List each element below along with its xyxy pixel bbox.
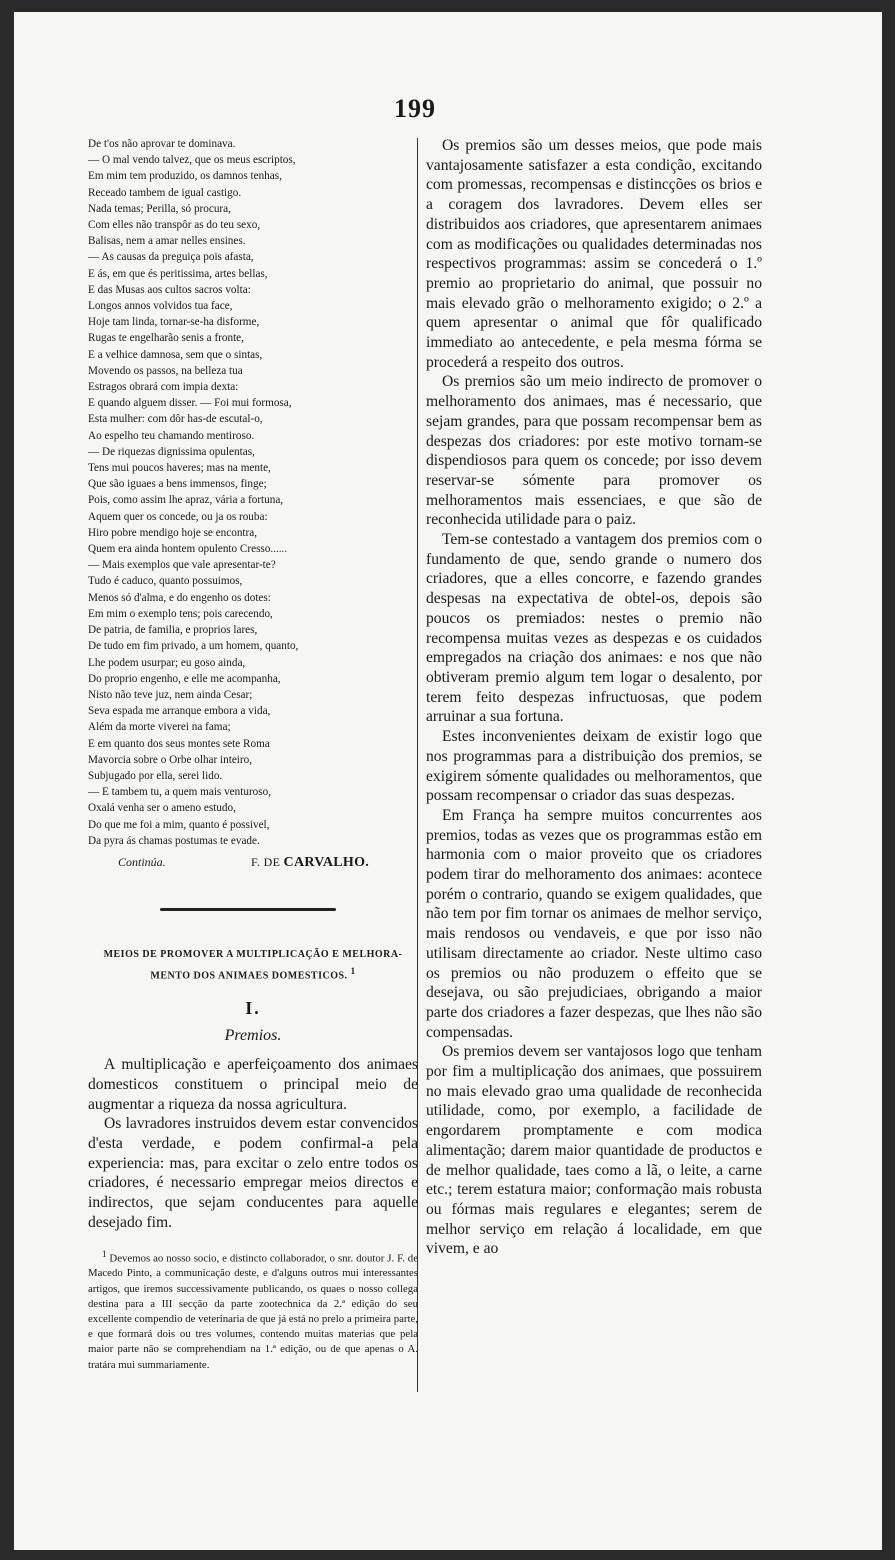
verse-line: Além da morte viverei na fama; [88, 721, 231, 734]
verse-line: Lhe podem usurpar; eu goso ainda, [88, 656, 246, 669]
verse-line: Do proprio engenho, e elle me acompanha, [88, 672, 281, 685]
verse-line: Tudo é caduco, quanto possuimos, [88, 575, 243, 588]
verse-line: Menos só d'alma, e do engenho os dotes: [88, 591, 271, 604]
section-divider [160, 908, 336, 911]
verse-line: Em mim o exemplo tens; pois carecendo, [88, 607, 273, 620]
verse-line: Ao espelho teu chamando mentiroso. [88, 429, 255, 442]
footnote-marker: 1 [102, 1248, 107, 1259]
verse-line: De t'os não aprovar te dominava. [88, 138, 236, 150]
verse-line: E das Musas aos cultos sacros volta: [88, 283, 251, 296]
section-subtitle: Premios. [224, 1027, 282, 1045]
section-number: I. [245, 998, 261, 1019]
verse-line: Hoje tam linda, tornar-se-ha disforme, [88, 316, 260, 329]
section-heading-line2: MENTO DOS ANIMAES DOMESTICOS. [150, 970, 348, 982]
continua-label: Continúa. [118, 854, 166, 869]
paragraph: A multiplicação e aperfeiçoamento dos animaes domesticos constituem o principal meio de augmentar a riqueza da nossa agricultura. [88, 1056, 418, 1113]
verse-line: Movendo os passos, na belleza tua [88, 364, 243, 377]
verse-line: Em mim tem produzido, os damnos tenhas, [88, 170, 282, 183]
page-number: 199 [394, 94, 436, 123]
verse-line: Nada temas; Perilla, só procura, [88, 202, 231, 215]
right-column [426, 136, 762, 1259]
paragraph: Estes inconvenientes deixam de existir logo que nos programmas para a distribuição dos premios, se exigirem sómente qualidades ou melhoramentos, que possam recompensar o criador das suas despezas. [426, 728, 762, 805]
verse-line: Mavorcia sobre o Orbe olhar inteiro, [88, 753, 253, 766]
verse-line: Hiro pobre mendigo hoje se encontra, [88, 526, 258, 539]
verse-line: De tudo em fim privado, a um homem, quanto, [88, 640, 299, 653]
verse-line: E quando alguem disser. — Foi mui formosa, [88, 397, 292, 410]
left-column [88, 136, 418, 1373]
verse-line: Balisas, nem a amar nelles ensines. [88, 235, 246, 248]
verse-line: Rugas te engelharão senis a fronte, [88, 332, 244, 345]
verse-line: Que são iguaes a bens immensos, finge; [88, 478, 267, 491]
verse-line: Oxalá venha ser o ameno estudo, [88, 802, 236, 815]
verse-line: Longos annos volvidos tua face, [88, 300, 233, 313]
footnote [88, 1247, 418, 1373]
verse-line: — Mais exemplos que vale apresentar-te? [88, 559, 276, 572]
footnote-reference: 1 [350, 965, 356, 976]
section-heading-line1: MEIOS DE PROMOVER A MULTIPLICAÇÃO E MELHORA- [103, 948, 403, 960]
verse-line: E ás, em que és peritissima, artes bellas, [88, 267, 268, 280]
paragraph: Tem-se contestado a vantagem dos premios com o fundamento de que, sendo grande o numero dos criadores, que a elles concorre, e fazendo grandes despesas na expectativa de obtel-os, depois são poucos os premiados: nestes o premio não recompensa muitas vezes as despezas e os cuidados empregados na criação dos animaes: e nos que não obtiveram premio algum tem logar o desalento, por terem feito despezas infructuosas, que podem arruinar a sua fortuna. [426, 531, 762, 726]
left-body-text [88, 1055, 418, 1232]
verse-line: Da pyra ás chamas postumas te evade. [88, 834, 260, 847]
verse-line: — De riquezas dignissima opulentas, [88, 445, 255, 458]
verse-line: Quem era ainda hontem opulento Cresso...... [88, 543, 288, 556]
author-initial: F. DE [251, 854, 281, 869]
verse-line: Com elles não transpôr as do teu sexo, [88, 219, 261, 232]
verse-line: — As causas da preguiça pois afasta, [88, 251, 254, 264]
paragraph: Os premios são um desses meios, que pode mais vantajosamente satisfazer a esta condição, excitando com promessas, recompensas e distincções os brios e a coragem dos lavradores. Devem elles ser distribuidos aos criadores, que apresentarem animaes com as modificações ou qualidades determinadas nos respectivos programmas: assim se concederá o 1.º premio ao proprietario do animal, que possuir no mais elevado grão o melhoramento exigido; o 2.º a quem apresentar o animal que fôr qualificado immediato ao antecedente, e pela mesma fórma se procederá a respeito dos outros. [426, 137, 762, 371]
verse-line: — O mal vendo talvez, que os meus escriptos, [88, 154, 296, 167]
verse-line: Receado tambem de igual castigo. [88, 186, 242, 199]
verse-line: Subjugado por ella, serei lido. [88, 769, 223, 782]
verse-line: — E tambem tu, a quem mais venturoso, [88, 786, 272, 799]
verse-line: Pois, como assim lhe apraz, vária a fortuna, [88, 494, 284, 507]
verse-line: E a velhice damnosa, sem que o sintas, [88, 348, 263, 361]
right-body-text [426, 136, 762, 1259]
verse-line: Nisto não teve juz, nem ainda Cesar; [88, 688, 253, 701]
verse-line: Estragos obrará com impia dexta: [88, 381, 239, 394]
paragraph: Os premios são um meio indirecto de promover o melhoramento dos animaes, mas é necessario, que sejam grandes, para que possam recompensar bem as despezas dos criadores: por este motivo tornam-se dispendiosos para quem os concede; por isso devem reservar-se sómente para promover os melhoramentos mais essenciaes, e que são de reconhecida utilidade para o paiz. [426, 373, 762, 529]
verse-line: E em quanto dos seus montes sete Roma [88, 737, 270, 750]
verse-line: Esta mulher: com dôr has-de escutal-o, [88, 413, 263, 426]
poem-signature [88, 853, 418, 872]
author-signature [241, 853, 369, 872]
footnote-text: Devemos ao nosso socio, e distincto collaborador, o snr. doutor J. F. de Macedo Pinto, a communicação deste, e d'alguns outros mui interessantes artigos, que iremos successivamente publicando, os quaes o nosso collega destina para a III secção da parte zootechnica da 2.ª edição do seu excellente compendio de veterinaria de que já está no prelo a primeira parte, e que formará dois ou tres volumes, contendo muitas materias que pela maior parte não se comprehendiam na 1.ª edição, ou de que apenas o A. tratára mui summariamente. [88, 1252, 419, 1371]
paragraph: Os premios devem ser vantajosos logo que tenham por fim a multiplicação dos animaes, que possuirem no mais elevado grao uma qualidade de reconhecida utilidade, como, por exemplo, a facilidade de engordarem promptamente e com modica alimentação; darem maior quantidade de productos e de melhor qualidade, taes como a lã, o leite, a carne etc.; terem estatura maior; conformação mais robusta ou fórmas mais regulares e elegantes; serem de melhor serviço em relação á localidade, em que vivem, e ao [426, 1043, 762, 1258]
verse-line: De patria, de familia, e proprios lares, [88, 624, 258, 637]
page-sheet [14, 12, 882, 1550]
section-heading [88, 947, 418, 984]
paragraph: Os lavradores instruidos devem estar convencidos d'esta verdade, e podem confirmal-a pela experiencia: mas, para excitar o zelo entre todos os criadores, é necessario empregar meios directos e indirectos, que sejam conducentes para aquelle desejado fim. [88, 1115, 418, 1231]
verse-line: Tens mui poucos haveres; mas na mente, [88, 462, 271, 475]
verse-line: Seva espada me arranque embora a vida, [88, 705, 271, 718]
verse-line: Aquem quer os concede, ou ja os rouba: [88, 510, 268, 523]
author-name: CARVALHO. [283, 854, 370, 870]
paragraph: Em França ha sempre muitos concurrentes aos premios, todas as vezes que os programmas estão em harmonia com o maior proveito que os criadores podem tirar do melhoramento dos animaes: acontece porém o contrario, quando se exigem qualidades, que não tem por fim tornar os animaes de melhor serviço, mais rendosos ou vendaveis, e que por isso não utilisam directamente ao criador. Neste ultimo caso os premios ou não produzem o effeito que se desejava, ou são prejudiciaes, obrigando a maior parte dos criadores a fazer despezas, que lhes não são compensadas. [426, 806, 762, 1041]
poem-verse [88, 136, 418, 849]
verse-line: Do que me foi a mim, quanto é possivel, [88, 818, 270, 831]
